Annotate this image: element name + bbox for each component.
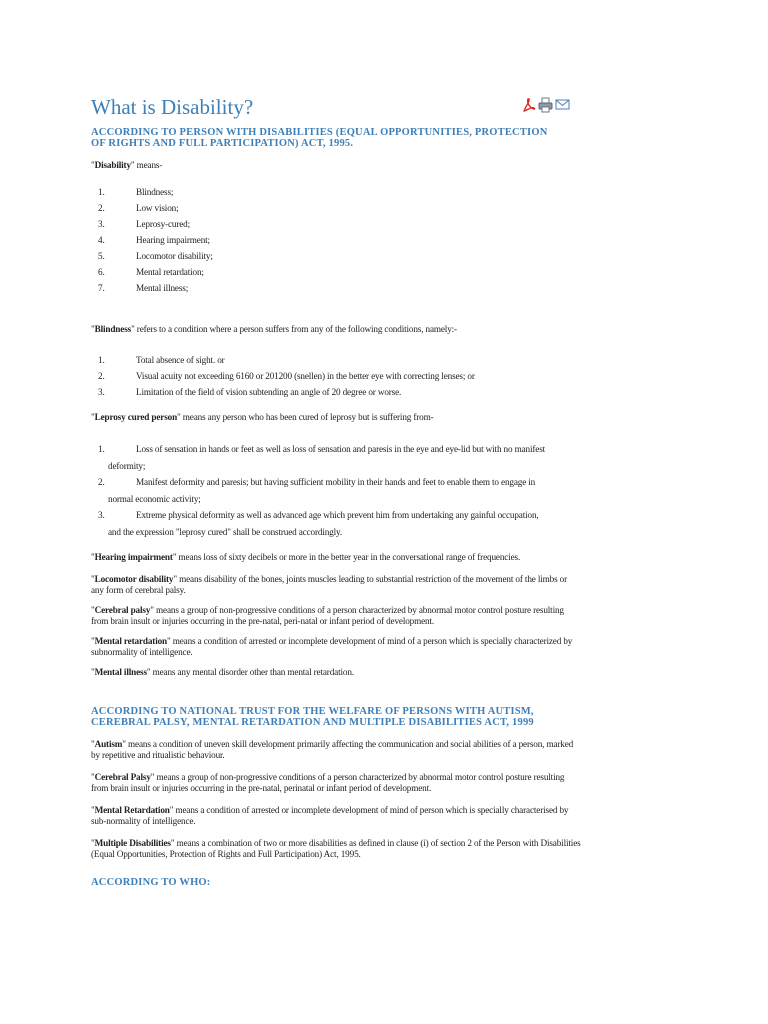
section-heading-national-trust-act: ACCORDING TO NATIONAL TRUST FOR THE WELFARE OF PERSONS WITH AUTISM, CEREBRAL PALSY, MENTAL RETARDATION AND MULTIPLE DISABILITIES ACT, 1999 (91, 706, 534, 728)
paragraph-leprosy: "Leprosy cured person" means any person who has been cured of leprosy but is suffering from- (91, 412, 434, 422)
list-item: 5. Locomotor disability; (98, 251, 213, 261)
pdf-icon[interactable] (521, 97, 536, 113)
leprosy-list (91, 441, 581, 540)
term-mental-retardation-2: Mental Retardation (94, 805, 170, 815)
term-locomotor-disability: Locomotor disability (94, 574, 174, 584)
paragraph-multiple-disabilities: "Multiple Disabilities" means a combination of two or more disabilities as defined in clause (i) of section 2 of the Person with Disabilities (Equal Opportunities, Protection of Rights and Full Participation) Act, 1995. (91, 838, 581, 859)
term-autism: Autism (94, 739, 123, 749)
list-item: 2. Low vision; (98, 203, 179, 213)
page-title: What is Disability? (91, 95, 254, 119)
paragraph-mental-retardation: "Mental retardation" means a condition of arrested or incomplete development of mind of a person which is specially characterized by subnormality of intelligence. (91, 636, 573, 657)
list-item: 1. Blindness; (98, 187, 174, 197)
list-item: 6. Mental retardation; (98, 267, 204, 277)
disability-list (91, 184, 581, 296)
list-item: 1. Loss of sensation in hands or feet as well as loss of sensation and paresis in the eye and eye-lid but with no manifest deformity; (98, 444, 546, 471)
list-item: 7. Mental illness; (98, 283, 189, 293)
list-item: 3. Limitation of the field of vision subtending an angle of 20 degree or worse. (98, 387, 402, 397)
paragraph-disability: "Disability" means- (91, 160, 163, 170)
term-cerebral-palsy: Cerebral palsy (94, 605, 151, 615)
blindness-list (91, 352, 581, 400)
paragraph-blindness: "Blindness" refers to a condition where a person suffers from any of the following conditions, namely:- (91, 324, 457, 334)
term-blindness: Blindness (94, 324, 132, 334)
document-page (91, 95, 581, 888)
term-cerebral-palsy-2: Cerebral Palsy (94, 772, 151, 782)
paragraph-cerebral-palsy: "Cerebral palsy" means a group of non-progressive conditions of a person characterized by abnormal motor control posture resulting from brain insult or injuries occurring in the pre-natal, peri-natal or infant period of development. (91, 605, 564, 626)
paragraph-locomotor: "Locomotor disability" means disability of the bones, joints muscles leading to substantial restriction of the movement of the limbs or any form of cerebral palsy. (91, 574, 568, 595)
paragraph-autism: "Autism" means a condition of uneven skill development primarily affecting the communication and social abilities of a person, marked by repetitive and ritualistic behaviour. (91, 739, 574, 760)
section-heading-pwd-act: ACCORDING TO PERSON WITH DISABILITIES (EQUAL OPPORTUNITIES, PROTECTION OF RIGHTS AND FULL PARTICIPATION) ACT, 1995. (91, 127, 548, 149)
paragraph-cerebral-palsy-2: "Cerebral Palsy" means a group of non-progressive conditions of a person characterized by abnormal motor control posture resulting from brain insult or injuries occurring in the pre-natal, perinatal or infant period of development. (91, 772, 565, 793)
section-heading-who: ACCORDING TO WHO: (91, 877, 211, 888)
action-icons (521, 97, 570, 113)
paragraph-mental-retardation-2: "Mental Retardation" means a condition of arrested or incomplete development of mind of person which is specially characterised by sub-normality of intelligence. (91, 805, 569, 826)
term-mental-retardation: Mental retardation (94, 636, 168, 646)
term-hearing-impairment: Hearing impairment (94, 552, 173, 562)
print-icon[interactable] (538, 97, 553, 113)
list-item: 2. Visual acuity not exceeding 6160 or 201200 (snellen) in the better eye with correcting lenses; or (98, 371, 475, 381)
list-item: 3. Extreme physical deformity as well as advanced age which prevent him from undertaking any gainful occupation, and the expression "leprosy cured" shall be construed accordingly. (98, 510, 539, 537)
list-item: 4. Hearing impairment; (98, 235, 210, 245)
term-mental-illness: Mental illness (94, 667, 147, 677)
list-item: 1. Total absence of sight. or (98, 355, 225, 365)
list-item: 2. Manifest deformity and paresis; but having sufficient mobility in their hands and feet to enable them to engage in normal economic activity; (98, 477, 536, 504)
email-icon[interactable] (555, 97, 570, 113)
paragraph-mental-illness: "Mental illness" means any mental disorder other than mental retardation. (91, 667, 354, 677)
term-leprosy-cured: Leprosy cured person (94, 412, 178, 422)
list-item: 3. Leprosy-cured; (98, 219, 191, 229)
term-disability: Disability (94, 160, 131, 170)
paragraph-hearing: "Hearing impairment" means loss of sixty decibels or more in the better year in the conversational range of frequencies. (91, 552, 521, 562)
term-multiple-disabilities: Multiple Disabilities (94, 838, 171, 848)
